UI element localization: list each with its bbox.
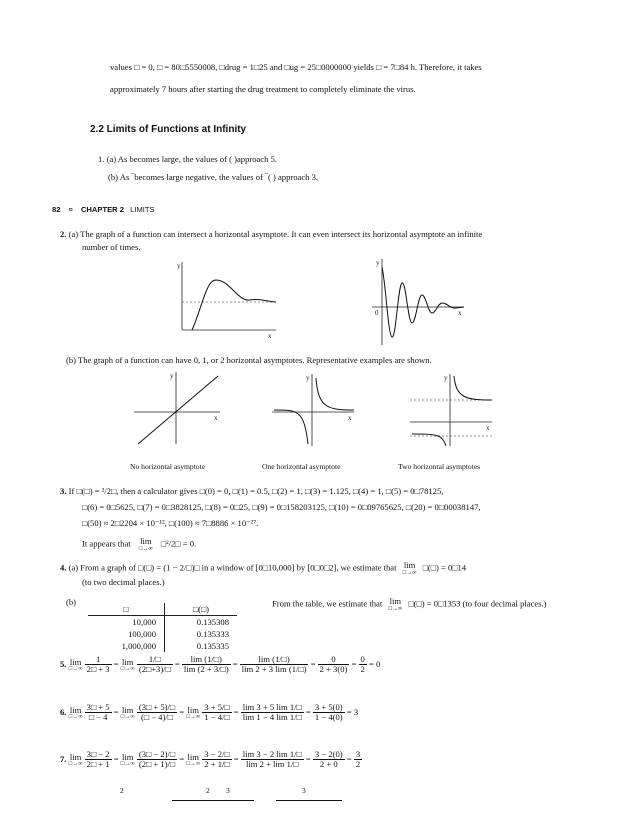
table-head-fx: □(□) [165, 603, 238, 616]
p3-line2: □(6) = 0□5625, □(7) = 0□3828125, □(8) = 0□25, □(9) = 0□158203125, □(10) = 0□09765625, □(20) = 0□00038147, [82, 502, 481, 512]
p6-equation: 6. lim □→∞ $\frac{3□ + 5}{□ - 4}$ = lim □→∞ $\frac{(3□ + 5)/□}{(□ - 4)/□}$ = lim □→∞ $\frac{3 + 5/□}{1 - 4/□}$ = $\frac{\lim 3 + 5 \lim 1/□}{\lim 1 - 4 \lim 1/□}$ = $\frac{3 + 5(0)}{1 - 4(0)}$ = 3 [60, 702, 359, 723]
graph-c-x-label: x [214, 414, 218, 422]
p2-b-line: (b) The graph of a function can have 0, 1, or 2 horizontal asymptotes. Representative examples are shown. [66, 355, 432, 365]
p7-equation: 7. lim □→∞ $\frac{3□ - 2}{2□ + 1}$ = lim □→∞ $\frac{(3□ - 2)/□}{(2□ + 1)/□}$ = lim □→∞ $\frac{3 - 2/□}{2 + 1/□}$ = $\frac{\lim 3 - 2 \lim 1/□}{\lim 2 + \lim 1/□}$ = $\frac{3 - 2(0)}{2 + 0}$ = $\frac{3}{2}$ [60, 749, 361, 770]
p4-a-line1: 4. (a) From a graph of □(□) = (1 − 2/□)□ in a window of [0□10,000] by [0□0□2], we estimate that lim □→∞ □(□) = 0□14 [60, 560, 467, 576]
graph-intersect-infinite [368, 255, 468, 350]
graph-b-y-label: y [376, 259, 380, 267]
graph-one-asymptote [268, 370, 358, 448]
footer-frag-b: 2 [206, 786, 210, 795]
graph-two-asymptotes [406, 370, 496, 448]
caption-two-asymptotes: Two horizontal asymptotes [398, 462, 481, 471]
intro-line-2: approximately 7 hours after starting the drug treatment to completely eliminate the virus. [110, 84, 416, 94]
footer-rule-1 [172, 800, 254, 801]
header-glyph: ¤ [68, 205, 73, 214]
p3-line4: It appears that lim □→∞ □²/2□ = 0. [82, 536, 197, 552]
intro-line-1: values □ = 0, □ = 80□5550008, □drug = 1□25 and □ug = 25□0000000 yields □ = 7□84 h. Therefore, it takes [110, 62, 482, 72]
p5-equation: 5. lim □→∞ $\frac{1}{2□ + 3}$ = lim □→∞ $\frac{1/□}{(2□+3)/□}$ = $\frac{\lim (1/□)}{\lim (2 + 3/□)}$ = $\frac{\lim (1/□)}{\lim 2 + 3 \lim (1/□)}$ = $\frac{0}{2 + 3(0)}$ = $\frac{0}{2}$ = 0 [60, 654, 381, 675]
p4-a-line2: (to two decimal places.) [82, 577, 165, 587]
caption-one-asymptote: One horizontal asymptote [262, 462, 341, 471]
table-row: 1,000,000 0.135335 [88, 640, 237, 652]
footer-rule-2 [276, 800, 342, 801]
caption-no-asymptote: No horizontal asymptote [130, 462, 206, 471]
chapter-title: LIMITS [130, 205, 155, 214]
graph-e-x-label: x [486, 424, 490, 432]
graph-e-y-label: y [444, 374, 448, 382]
p4-table [88, 603, 237, 652]
running-header [52, 205, 155, 214]
chapter-label: CHAPTER 2 [80, 205, 124, 214]
p3-line3: □(50) ≈ 2□2204 × 10⁻¹², □(100) ≈ 7□8886 × 10⁻²⁷. [82, 518, 259, 528]
p3-line1: 3. If □(□) = ²/2□, then a calculator gives □(0) = 0, □(1) = 0.5, □(2) = 1, □(3) = 1.125, □(4) = 1, □(5) = 0□78125, [60, 486, 444, 496]
section-title: 2.2 Limits of Functions at Infinity [90, 124, 247, 135]
p2-a-line1: 2. (a) The graph of a function can intersect a horizontal asymptote. It can even intersect its horizontal asymptote an infinite [60, 229, 483, 239]
item-1a: 1. (a) As becomes large, the values of ( )approach 5. [98, 154, 278, 164]
p2-a-line2: number of times. [82, 242, 141, 252]
p4-b-text: From the table, we estimate that lim □→∞ □(□) = 0□1353 (to four decimal places.) [272, 596, 547, 612]
table-row: 100,000 0.135333 [88, 628, 237, 640]
graph-d-y-label: y [306, 374, 310, 382]
graph-b-origin-label: 0 [375, 309, 379, 317]
page-number: 82 [52, 205, 61, 214]
graph-a-y-label: y [177, 262, 181, 270]
table-head-x: □ [88, 603, 165, 616]
footer-frag-a: 2 [120, 786, 124, 795]
footer-frag-c: 3 [226, 786, 230, 795]
graph-b-x-label: x [458, 309, 462, 317]
p4-b-label: (b) [66, 597, 77, 607]
footer-frag-d: 3 [302, 786, 306, 795]
graph-no-asymptote [130, 368, 226, 446]
graph-intersect-once [168, 258, 280, 340]
graph-a-x-label: x [268, 332, 272, 340]
item-1b: (b) As ‾becomes large negative, the values of ‾( ) approach 3. [108, 172, 319, 182]
graph-d-x-label: x [348, 414, 352, 422]
graph-c-y-label: y [170, 372, 174, 380]
table-row: 10,000 0.135308 [88, 616, 237, 629]
